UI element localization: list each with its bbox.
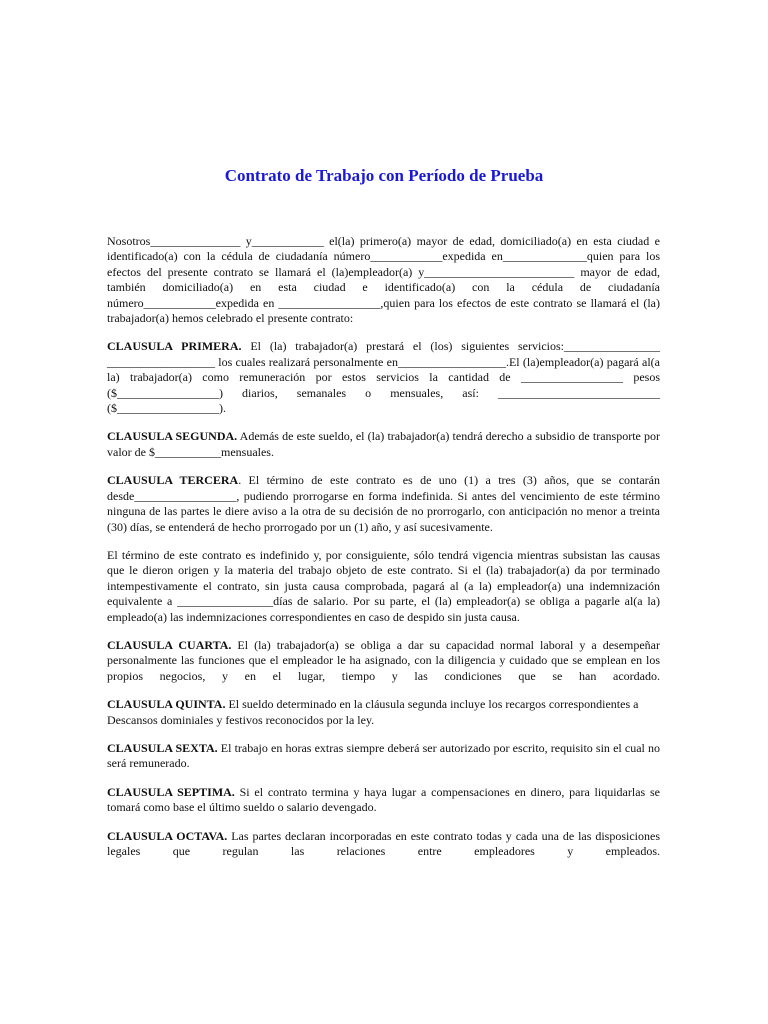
clause-title: CLAUSULA SEPTIMA. [107,784,235,799]
clause-title: CLAUSULA OCTAVA. [107,828,228,843]
clause-cuarta [107,638,660,684]
clause-text: . El término de este contrato es de uno (1) a tres (3) años, que se contarán desde_________________, pudiendo prorrogarse en forma indefinida. Si antes del vencimiento de este término ninguna de las partes le diere aviso a la otra de su decisión de no prorrogarlo, con anticipación no menor a treinta (30) días, se entenderá de hecho prorrogado por un (1) año, y así sucesivamente. [107,473,661,534]
clause-text: El (la) trabajador(a) se obliga a dar su capacidad normal laboral y a desempeñar personalmente las funciones que el empleador le ha asignado, con la diligencia y cuidado que se emplean en los propios negocios, y en el lugar, tiempo y las condiciones que se han acordado. [107,637,661,683]
clause-segunda [107,429,660,460]
clause-title: CLAUSULA TERCERA [107,473,239,488]
intro-paragraph: Nosotros_______________ y____________ el(la) primero(a) mayor de edad, domiciliado(a) en esta ciudad e identificado(a) con la cédula de ciudadanía número____________expedida en______________quien para los efectos del presente contrato se llamará el (la)empleador(a) y_________________________ mayor de edad, también domiciliado(a) en esta ciudad e identificado(a) con la cédula de ciudadanía número____________expedida en _________________,quien para los efectos de este contrato se llamará el (la) trabajador(a) hemos celebrado el presente contrato: [107,234,660,326]
clause-title: CLAUSULA SEXTA. [107,740,218,755]
clause-primera [107,339,660,416]
term-paragraph [107,548,660,625]
clause-title: CLAUSULA CUARTA. [107,637,232,652]
clause-text: Además de este sueldo, el (la) trabajador(a) tendrá derecho a subsidio de transporte por valor de $___________mensuales. [107,429,660,459]
clause-text: El trabajo en horas extras siempre deberá ser autorizado por escrito, requisito sin el cual no será remunerado. [107,740,660,771]
clause-septima [107,785,660,816]
document-title: Contrato de Trabajo con Período de Prueba [224,166,544,185]
clause-title: CLAUSULA SEGUNDA. [107,429,238,444]
clause-text: El (la) trabajador(a) prestará el (los) siguientes servicios:________________ __________________ los cuales realizará personalmente en__________________.El (la)empleador(a) pagará al(a la) trabajador(a) como remuneración por estos servicios la cantidad de _________________ pesos ($_________________) diarios, semanales o mensuales, así: ___________________________ ($_________________). [107,339,661,416]
clause-text: El sueldo determinado en la cláusula segunda incluye los recargos correspondientes a Descansos dominiales y festivos reconocidos por la ley. [107,697,639,727]
clause-tercera [107,473,660,535]
document-body [107,234,660,872]
clause-text: Las partes declaran incorporadas en este contrato todas y cada una de las disposiciones legales que regulan las relaciones entre empleadores y empleados. [107,828,661,858]
clause-title: CLAUSULA QUINTA. [107,697,226,712]
clause-text: Si el contrato termina y haya lugar a compensaciones en dinero, para liquidarlas se tomará como base el último sueldo o salario devengado. [107,784,660,815]
clause-text: El término de este contrato es indefinido y, por consiguiente, sólo tendrá vigencia mientras subsistan las causas que le dieron origen y la materia del trabajo objeto de este contrato. Si el (la) trabajador(a) da por terminado intempestivamente el contrato, sin justa causa comprobada, pagará al (a la) empleador(a) una indemnización equivalente a ________________días de salario. Por su parte, el (la) empleador(a) se obliga a pagarle al(a la) empleado(a) las indemnizaciones correspondientes en caso de despido sin justa causa. [107,547,660,624]
clause-title: CLAUSULA PRIMERA. [107,339,242,354]
clause-sexta [107,741,660,772]
clause-octava [107,829,660,860]
clause-quinta [107,697,660,728]
